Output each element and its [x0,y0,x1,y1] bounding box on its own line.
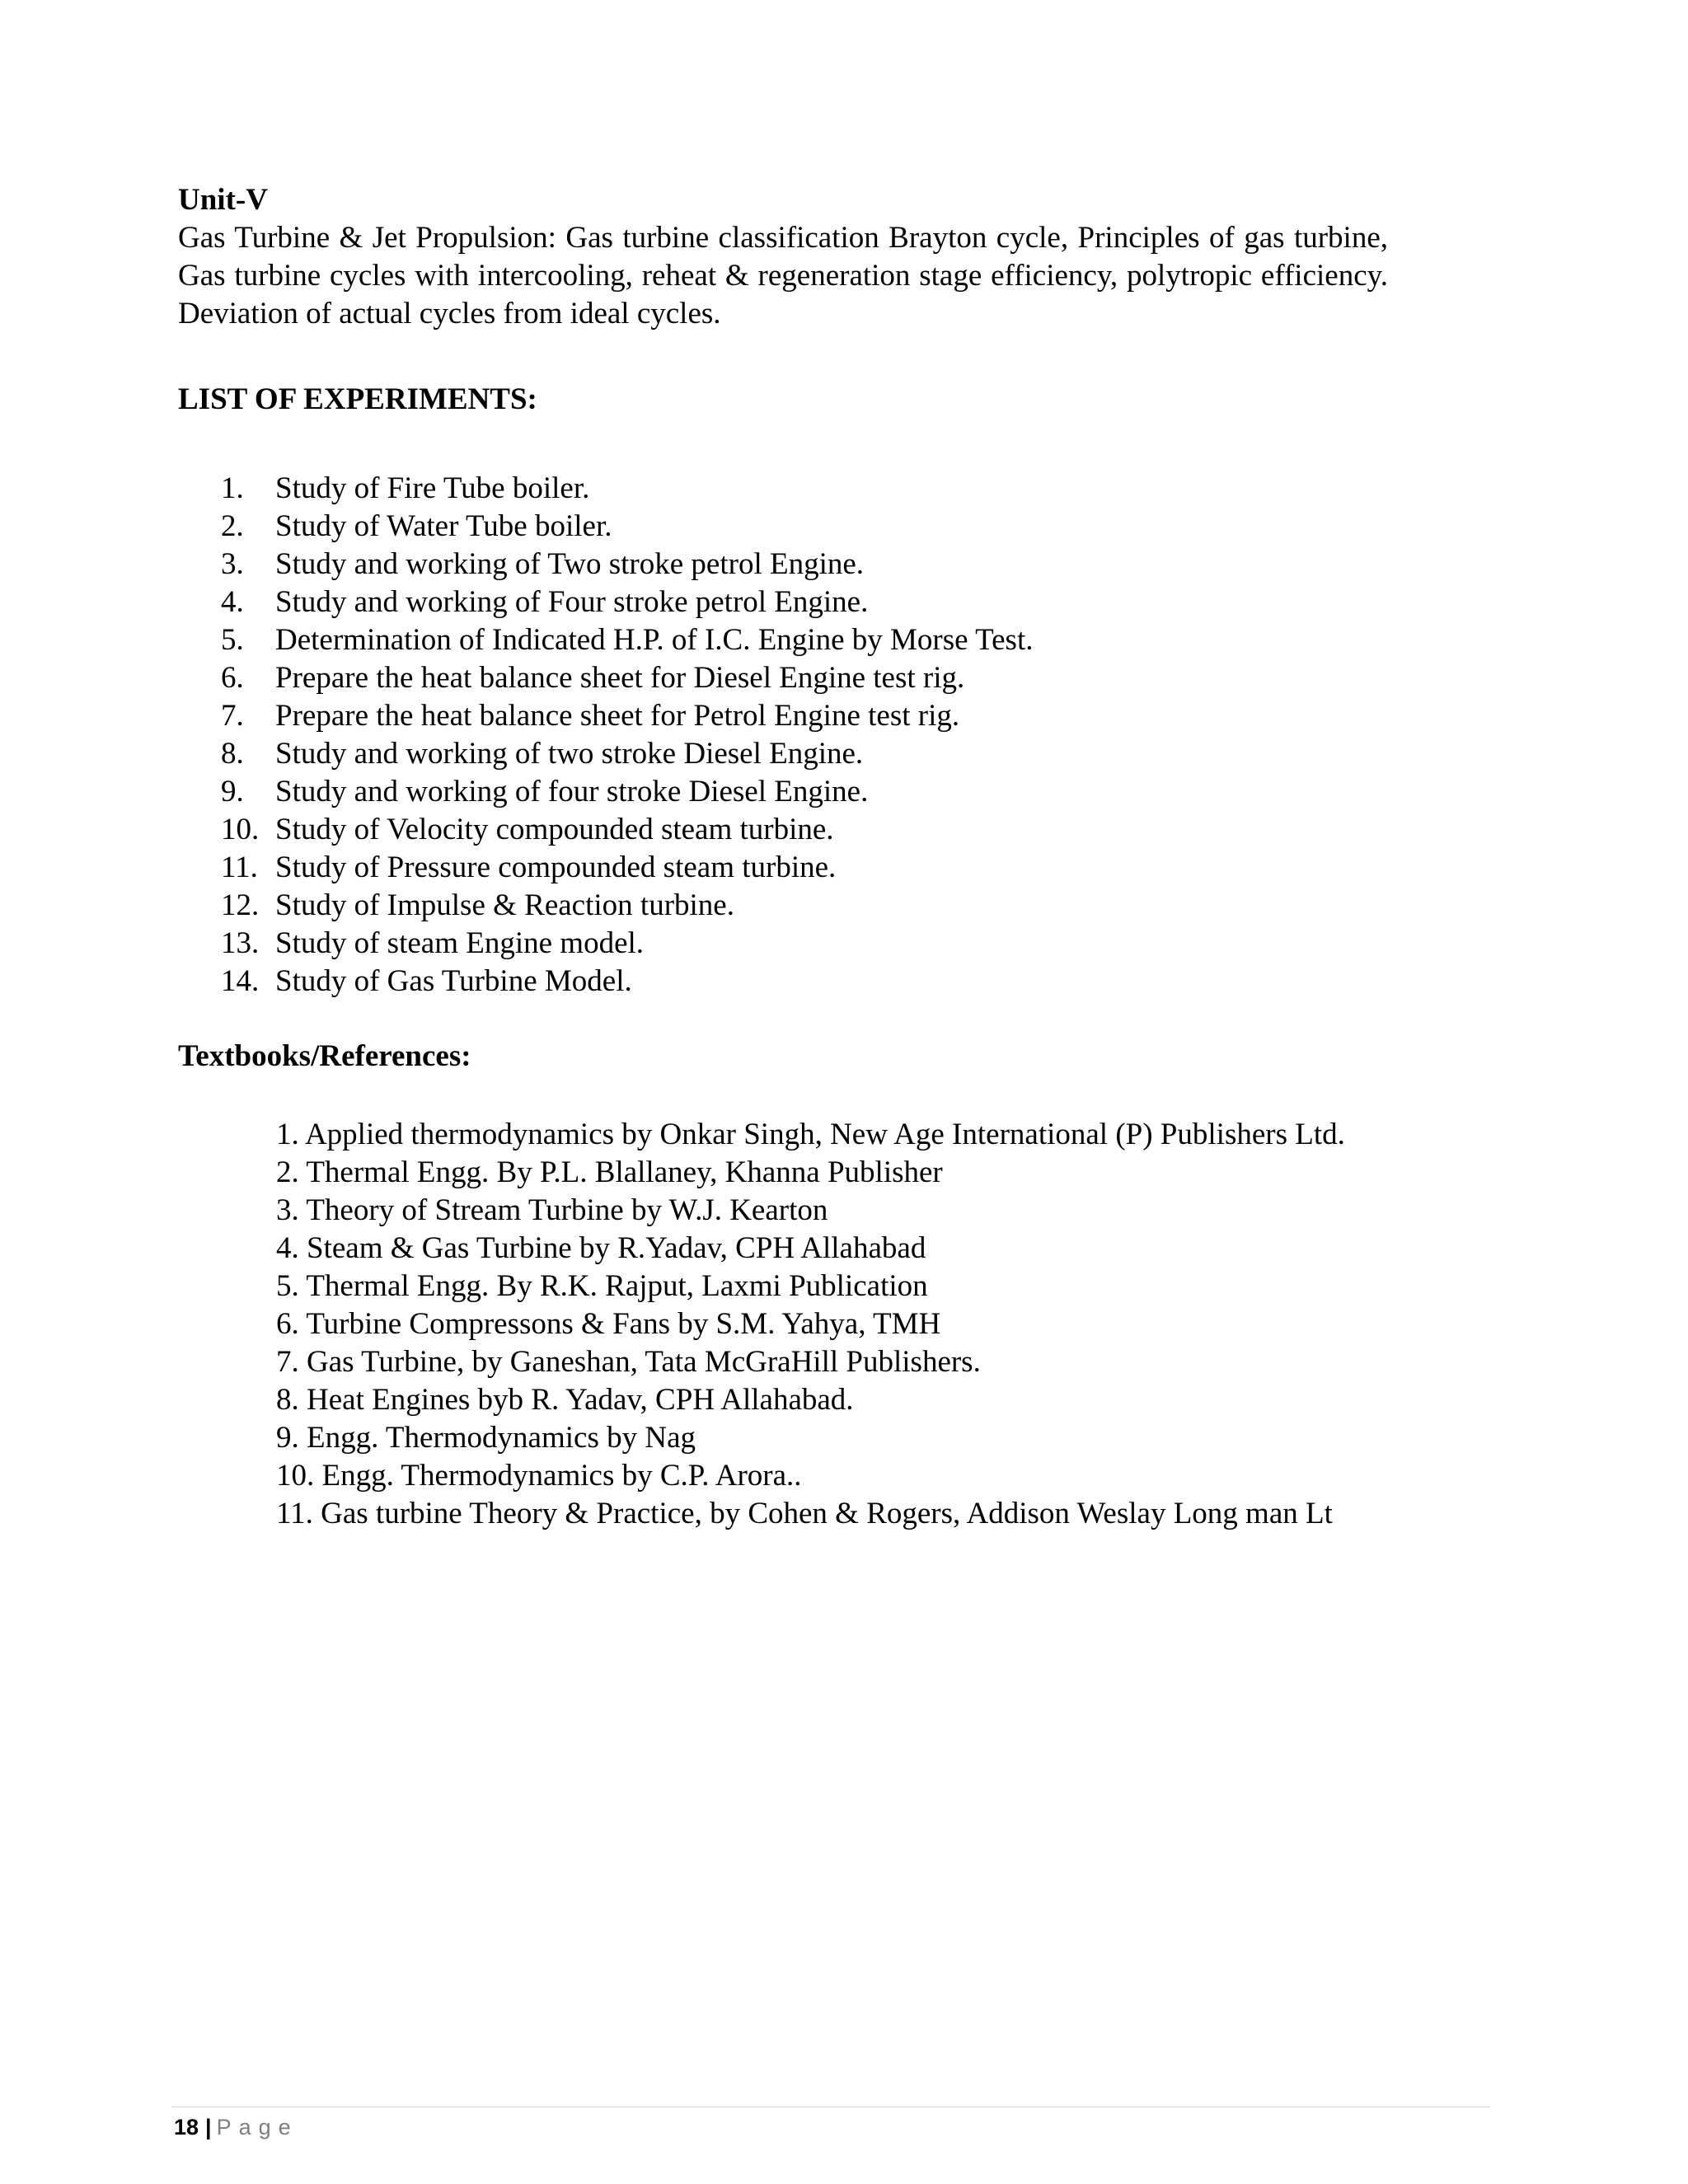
experiments-list [221,470,1034,1001]
experiment-number: 6. [221,661,244,695]
references-heading: Textbooks/References: [178,1039,471,1073]
experiment-number: 1. [221,471,244,505]
experiment-item [221,735,1034,773]
footer-separator: | [205,2115,212,2139]
experiment-item [221,470,1034,508]
experiment-item [221,621,1034,659]
experiment-text: Study of Impulse & Reaction turbine. [275,888,734,922]
experiment-number: 14. [221,964,260,998]
experiment-text: Study of steam Engine model. [275,926,645,960]
experiment-text: Study and working of Two stroke petrol Engine. [275,547,865,581]
experiment-text: Prepare the heat balance sheet for Petrol Engine test rig. [275,699,960,733]
experiment-number: 13. [221,926,260,960]
experiment-item [221,849,1034,887]
experiment-text: Determination of Indicated H.P. of I.C. Engine by Morse Test. [275,623,1034,657]
references-list [276,1116,1345,1533]
reference-item: 5. Thermal Engg. By R.K. Rajput, Laxmi Publication [276,1269,928,1303]
experiments-heading: LIST OF EXPERIMENTS: [178,382,537,416]
experiment-item [221,659,1034,697]
experiment-item [221,697,1034,735]
reference-item: 1. Applied thermodynamics by Onkar Singh, New Age International (P) Publishers Ltd. [276,1118,1345,1151]
experiment-text: Study of Water Tube boiler. [275,509,612,543]
unit-heading: Unit-V [178,183,268,217]
experiment-item [221,508,1034,546]
unit-description: Gas Turbine & Jet Propulsion: Gas turbine classification Brayton cycle, Principles of gas turbine, Gas turbine cycles with intercooling, reheat & regeneration stage efficiency, polytropic efficiency. Deviation of actual cycles from ideal cycles. [178,221,1388,330]
experiment-item [221,773,1034,811]
experiment-number: 7. [221,699,244,733]
reference-item: 2. Thermal Engg. By P.L. Blallaney, Khanna Publisher [276,1155,943,1189]
reference-item: 3. Theory of Stream Turbine by W.J. Kearton [276,1193,828,1227]
experiment-item [221,811,1034,849]
experiment-text: Study of Fire Tube boiler. [275,471,590,505]
experiment-text: Prepare the heat balance sheet for Diesel Engine test rig. [275,661,965,695]
reference-item: 9. Engg. Thermodynamics by Nag [276,1421,696,1455]
reference-item: 6. Turbine Compressons & Fans by S.M. Yahya, TMH [276,1307,941,1341]
reference-item: 10. Engg. Thermodynamics by C.P. Arora.. [276,1459,802,1493]
page-footer [174,2112,298,2142]
reference-item: 4. Steam & Gas Turbine by R.Yadav, CPH Allahabad [276,1231,926,1265]
experiment-text: Study of Velocity compounded steam turbine. [275,813,834,846]
unit-section [178,181,1388,333]
experiment-number: 9. [221,775,244,808]
experiment-text: Study of Pressure compounded steam turbine. [275,851,837,884]
experiment-number: 10. [221,813,260,846]
experiment-number: 12. [221,888,260,922]
experiment-number: 3. [221,547,244,581]
reference-item: 11. Gas turbine Theory & Practice, by Cohen & Rogers, Addison Weslay Long man Lt [276,1497,1333,1530]
page-number: 18 [174,2115,199,2139]
experiment-text: Study of Gas Turbine Model. [275,964,632,998]
reference-item: 8. Heat Engines byb R. Yadav, CPH Allahabad. [276,1383,854,1417]
experiment-number: 2. [221,509,244,543]
experiment-number: 4. [221,585,244,619]
experiment-text: Study and working of two stroke Diesel Engine. [275,737,864,771]
experiment-item [221,963,1034,1001]
experiment-number: 11. [221,851,258,884]
experiment-item [221,546,1034,583]
experiment-item [221,925,1034,963]
page-label: Page [216,2115,298,2139]
experiment-text: Study and working of four stroke Diesel Engine. [275,775,869,808]
experiment-number: 5. [221,623,244,657]
reference-item: 7. Gas Turbine, by Ganeshan, Tata McGraHill Publishers. [276,1345,981,1379]
experiment-text: Study and working of Four stroke petrol Engine. [275,585,869,619]
experiment-number: 8. [221,737,244,771]
experiment-item [221,583,1034,621]
experiment-item [221,887,1034,925]
